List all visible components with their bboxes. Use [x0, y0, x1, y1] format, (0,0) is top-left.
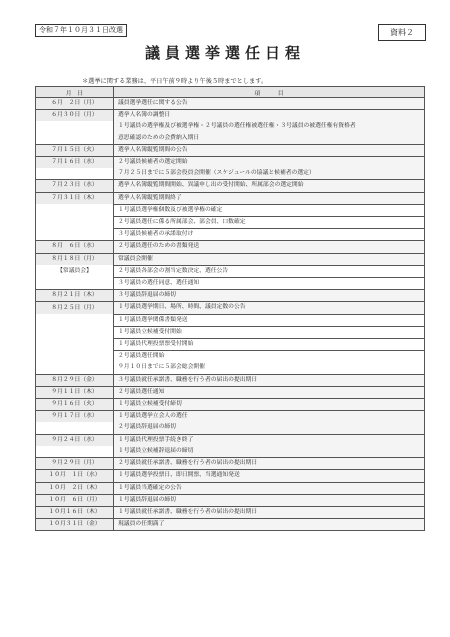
- schedule-date: ８月１８日（月）: [36, 253, 114, 265]
- schedule-item: ２号議員就任承諾書、職務を行う者の届出の提出期日: [114, 458, 425, 470]
- schedule-item: ３号議員の選任同意、選任通知: [114, 278, 425, 290]
- table-row: [36, 399, 425, 411]
- table-row: [36, 494, 425, 506]
- page-title: 議員選挙選任日程: [144, 44, 305, 62]
- table-row: [36, 339, 425, 351]
- schedule-date: ８月２１日（木）: [36, 290, 114, 302]
- table-row: [36, 326, 425, 338]
- table-row: [36, 98, 425, 110]
- schedule-date: [36, 229, 114, 241]
- schedule-date: [36, 422, 114, 434]
- table-row: [36, 446, 425, 458]
- schedule-item: 選挙人名簿縦覧期間開始、異議申し出の受付開始、所属部会の選定開始: [114, 180, 425, 192]
- schedule-item: １号議員辞退届の締切: [114, 494, 425, 506]
- table-row: [36, 290, 425, 302]
- schedule-date: ９月１７日（水）: [36, 411, 114, 423]
- schedule-item: ９月１０日までに５部会総会開催: [114, 362, 425, 374]
- schedule-date: [36, 326, 114, 338]
- schedule-item: 選挙人名簿の調整日: [114, 110, 425, 122]
- schedule-item: １号議員代理投票票受付開始: [114, 339, 425, 351]
- table-header-row: [36, 87, 425, 98]
- schedule-item: ２号議員選任に係る所属部会、部会員、口数確定: [114, 217, 425, 229]
- schedule-item: １号議員立候補辞退届の締切: [114, 446, 425, 458]
- schedule-item: １号議員選挙投票日、即日開票、当選通知発送: [114, 470, 425, 482]
- table-row: [36, 470, 425, 482]
- schedule-item: ７月２５日までに５部会役員会開催（スケジュールの協議と候補者の選定）: [114, 168, 425, 180]
- schedule-date: [36, 351, 114, 363]
- schedule-item: ３号議員候補者の承諾取付け: [114, 229, 425, 241]
- schedule-item: ２号議員各部会の割当定数決定、選任公告: [114, 265, 425, 277]
- table-row: [36, 110, 425, 122]
- schedule-item: １号議員選挙立会人の選任: [114, 411, 425, 423]
- table-row: [36, 204, 425, 216]
- column-header-date: 月 日: [36, 87, 114, 98]
- table-row: [36, 133, 425, 145]
- schedule-item: １号議員就任承諾書、職務を行う者の届出の提出期日: [114, 506, 425, 518]
- table-row: [36, 362, 425, 374]
- schedule-date: ９月２４日（水）: [36, 434, 114, 446]
- schedule-item: １号議員立候補受付締切: [114, 399, 425, 411]
- schedule-item: １号議員選挙権個数及び被選挙権の確定: [114, 204, 425, 216]
- schedule-date: １０月 ２日（木）: [36, 482, 114, 494]
- schedule-date: ９月１１日（木）: [36, 386, 114, 398]
- table-row: [36, 386, 425, 398]
- schedule-item: ２号議員選任開始: [114, 351, 425, 363]
- column-header-item: 項 目: [114, 87, 425, 98]
- table-row: [36, 253, 425, 265]
- schedule-item: ２号議員選任通知: [114, 386, 425, 398]
- schedule-date: １０月１６日（木）: [36, 506, 114, 518]
- table-row: [36, 241, 425, 253]
- table-row: [36, 180, 425, 192]
- table-row: [36, 351, 425, 363]
- schedule-item: 意思確認のための会費納入期日: [114, 133, 425, 145]
- table-row: [36, 157, 425, 169]
- business-hours-note: ＊選挙に関する業務は、平日午前９時より午後５時までとします。: [82, 78, 268, 85]
- table-row: [36, 411, 425, 423]
- schedule-date: ８月２５日（月）: [36, 302, 114, 314]
- schedule-date: ８月 ６日（水）: [36, 241, 114, 253]
- schedule-date: [36, 362, 114, 374]
- table-row: [36, 144, 425, 156]
- schedule-date: [36, 278, 114, 290]
- schedule-item: １号議員立候補受付開始: [114, 326, 425, 338]
- table-row: [36, 458, 425, 470]
- table-row: [36, 519, 425, 531]
- schedule-date: ７月３１日（木）: [36, 192, 114, 204]
- schedule-date: １０月 ６日（月）: [36, 494, 114, 506]
- schedule-date: [36, 133, 114, 145]
- schedule-item: ３号議員就任承諾書、職務を行う者の届出の提出期日: [114, 374, 425, 386]
- schedule-date: [36, 168, 114, 180]
- schedule-item: ２号議員選任のための書類発送: [114, 241, 425, 253]
- schedule-date: 【常議員会】: [36, 265, 114, 277]
- schedule-item: 選挙人名簿縦覧期間の公告: [114, 144, 425, 156]
- schedule-date: [36, 121, 114, 132]
- schedule-date: ７月１６日（水）: [36, 157, 114, 169]
- table-row: [36, 265, 425, 277]
- schedule-date: ９月１６日（火）: [36, 399, 114, 411]
- schedule-date: ６月 ２日（月）: [36, 98, 114, 110]
- schedule-date: ８月２９日（金）: [36, 374, 114, 386]
- revision-date-label: 令和７年１０月３１日改選: [35, 24, 127, 37]
- table-row: [36, 192, 425, 204]
- table-row: [36, 278, 425, 290]
- schedule-item: 現議員の任期満了: [114, 519, 425, 531]
- table-row: [36, 314, 425, 326]
- schedule-date: [36, 217, 114, 229]
- schedule-item: ３号議員辞退届の締切: [114, 290, 425, 302]
- schedule-item: １号議員当選確定の公告: [114, 482, 425, 494]
- table-row: [36, 434, 425, 446]
- table-row: [36, 374, 425, 386]
- schedule-item: 常議員会開催: [114, 253, 425, 265]
- schedule-item: 選挙人名簿縦覧期間終了: [114, 192, 425, 204]
- table-row: [36, 168, 425, 180]
- table-row: [36, 482, 425, 494]
- table-row: [36, 121, 425, 132]
- schedule-date: ９月２９日（月）: [36, 458, 114, 470]
- schedule-item: １号議員代理投票手続き終了: [114, 434, 425, 446]
- schedule-date: [36, 204, 114, 216]
- table-row: [36, 302, 425, 314]
- table-row: [36, 229, 425, 241]
- schedule-item: ２号議員辞退届の締切: [114, 422, 425, 434]
- reference-number-box: 資料２: [378, 24, 426, 41]
- schedule-item: １号議員選挙関係書類発送: [114, 314, 425, 326]
- schedule-table: [35, 86, 425, 531]
- schedule-item: ２号議員候補者の選定開始: [114, 157, 425, 169]
- schedule-body: [36, 98, 425, 531]
- schedule-date: １０月３１日（金）: [36, 519, 114, 531]
- table-row: [36, 217, 425, 229]
- table-row: [36, 422, 425, 434]
- schedule-item: １号議員選挙期日、場所、時間、議員定数の公告: [114, 302, 425, 314]
- schedule-date: ７月２３日（水）: [36, 180, 114, 192]
- schedule-item: １号議員の選挙権及び被選挙権・２号議員の選任権被選任権・３号議員の被選任権有資格者: [114, 121, 425, 132]
- schedule-date: [36, 339, 114, 351]
- schedule-date: [36, 314, 114, 326]
- schedule-item: 議員選挙選任に関する公告: [114, 98, 425, 110]
- table-row: [36, 506, 425, 518]
- schedule-date: １０月 １日（水）: [36, 470, 114, 482]
- schedule-date: ７月１５日（火）: [36, 144, 114, 156]
- schedule-date: ６月３０日（月）: [36, 110, 114, 122]
- schedule-date: [36, 446, 114, 458]
